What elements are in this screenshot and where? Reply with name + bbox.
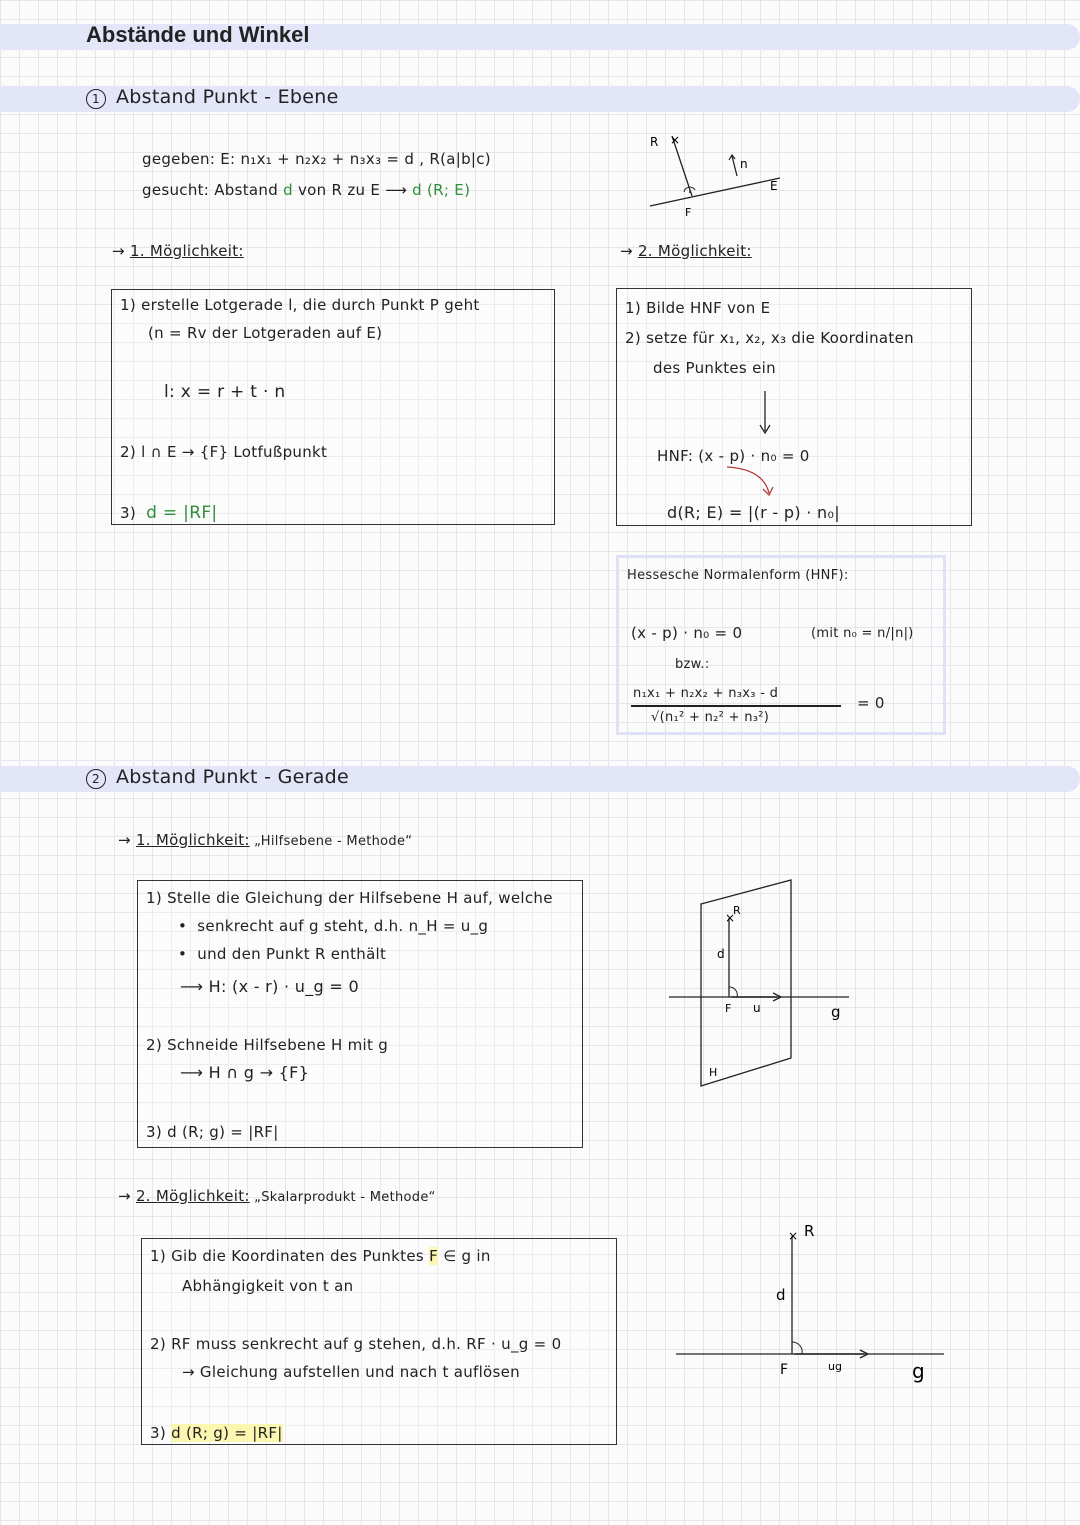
s1-method1-heading: → 1. Möglichkeit:	[112, 242, 244, 260]
arrow-icon: →	[112, 242, 130, 260]
label-u: u	[753, 1001, 761, 1015]
s2-m1-step1: 1) Stelle die Gleichung der Hilfsebene H auf, welche	[146, 889, 553, 907]
s2-m2-step2a: 2) RF muss senkrecht auf g stehen, d.h. RF · u_g = 0	[150, 1335, 562, 1353]
auxiliary-plane-diagram	[665, 872, 855, 1092]
sought-line: gesucht: Abstand d von R zu E ⟶ d (R; E)	[142, 181, 471, 199]
s2-m2-step2b: → Gleichung aufstellen und nach t auflösen	[182, 1363, 520, 1381]
s1-method1-box	[111, 289, 555, 525]
section2-title: Abstand Punkt - Gerade	[116, 766, 350, 788]
s2-m2-step3: 3) d (R; g) = |RF|	[150, 1424, 283, 1442]
page-title: Abstände und Winkel	[86, 22, 310, 47]
svg-text:×: ×	[725, 911, 736, 925]
s1-m1-step1eq: l: x = r + t · n	[164, 382, 286, 402]
s1-method2-box	[616, 288, 972, 526]
s2-m1-step3: 3) d (R; g) = |RF|	[146, 1123, 279, 1141]
label-H: H	[709, 1066, 718, 1079]
section1-header	[86, 86, 339, 109]
label-g: g	[831, 1003, 841, 1021]
s2-method1-box	[137, 880, 583, 1148]
curved-arrow-icon	[723, 463, 783, 503]
s1-m2-step1: 1) Bilde HNF von E	[625, 299, 771, 317]
scalar-product-diagram	[672, 1212, 948, 1388]
s1-method2-heading: → 2. Möglichkeit:	[620, 242, 752, 260]
down-arrow-icon	[757, 389, 777, 435]
arrow-icon: →	[118, 1187, 136, 1205]
hnf-info-box	[616, 555, 946, 735]
s2-m2-step1c: Abhängigkeit von t an	[182, 1277, 354, 1295]
hnf-title: Hessesche Normalenform (HNF):	[627, 568, 849, 583]
s2-method2-heading: → 2. Möglichkeit: „Skalarprodukt - Methode“	[118, 1187, 436, 1205]
plane-distance-diagram	[640, 128, 790, 228]
label-g: g	[912, 1359, 925, 1383]
s1-m2-step2a: 2) setze für x₁, x₂, x₃ die Koordinaten	[625, 329, 914, 347]
s2-m1-bullet1: • senkrecht auf g steht, d.h. n_H = u_g	[178, 917, 489, 935]
s2-method1-heading: → 1. Möglichkeit: „Hilfsebene - Methode“	[118, 831, 413, 849]
s2-m2-step1a: 1) Gib die Koordinaten des Punktes F ∈ g in	[150, 1247, 491, 1265]
label-E: E	[770, 179, 778, 193]
hnf-eq1-note: (mit n₀ = n/|n|)	[811, 626, 914, 641]
svg-text:×: ×	[670, 133, 681, 147]
hnf-denominator: √(n₁² + n₂² + n₃²)	[651, 710, 770, 725]
label-R: R	[733, 904, 741, 917]
s1-m1-step3: 3) d = |RF|	[120, 503, 218, 523]
arrow-icon: ⟶	[385, 181, 413, 199]
label-d: d	[717, 947, 725, 961]
label-R: R	[804, 1222, 815, 1240]
label-F: F	[725, 1002, 732, 1015]
s1-m2-step2b: des Punktes ein	[653, 359, 776, 377]
s2-m1-bullet2: • und den Punkt R enthält	[178, 945, 387, 963]
arrow-icon: →	[620, 242, 638, 260]
hnf-fraction-bar	[631, 705, 841, 707]
s1-m1-step2: 2) l ∩ E → {F} Lotfußpunkt	[120, 443, 328, 461]
arrow-icon: →	[118, 831, 136, 849]
label-F: F	[780, 1362, 789, 1378]
label-n: n	[740, 157, 748, 171]
hnf-eq2-rhs: = 0	[857, 694, 885, 712]
label-F: F	[685, 206, 692, 219]
section2-number: 2	[86, 769, 106, 789]
section1-number: 1	[86, 89, 106, 109]
sought-result: d (R; E)	[412, 181, 471, 199]
hnf-bzw: bzw.:	[675, 657, 710, 672]
hnf-numerator: n₁x₁ + n₂x₂ + n₃x₃ - d	[633, 686, 779, 701]
s1-m2-hnf-eq: HNF: (x - p) · n₀ = 0	[657, 447, 810, 465]
section1-title: Abstand Punkt - Ebene	[116, 86, 339, 108]
s1-m1-step1b: (n = Rv der Lotgeraden auf E)	[148, 324, 383, 342]
given-line: gegeben: E: n₁x₁ + n₂x₂ + n₃x₃ = d , R(a|b|c)	[142, 150, 491, 168]
s2-m1-step1eq: ⟶ H: (x - r) · u_g = 0	[180, 977, 359, 996]
hnf-eq1: (x - p) · n₀ = 0	[631, 624, 743, 642]
s2-method2-box	[141, 1238, 617, 1445]
s1-m1-step1a: 1) erstelle Lotgerade l, die durch Punkt P geht	[120, 296, 480, 314]
section2-header	[86, 766, 349, 789]
s1-m2-dist-eq: d(R; E) = |(r - p) · n₀|	[667, 503, 840, 522]
s2-m1-step2eq: ⟶ H ∩ g → {F}	[180, 1063, 310, 1082]
svg-text:×: ×	[788, 1229, 799, 1243]
label-d: d	[776, 1286, 786, 1304]
label-R: R	[650, 135, 659, 149]
label-ug: ug	[828, 1360, 842, 1373]
s2-m1-step2: 2) Schneide Hilfsebene H mit g	[146, 1036, 389, 1054]
